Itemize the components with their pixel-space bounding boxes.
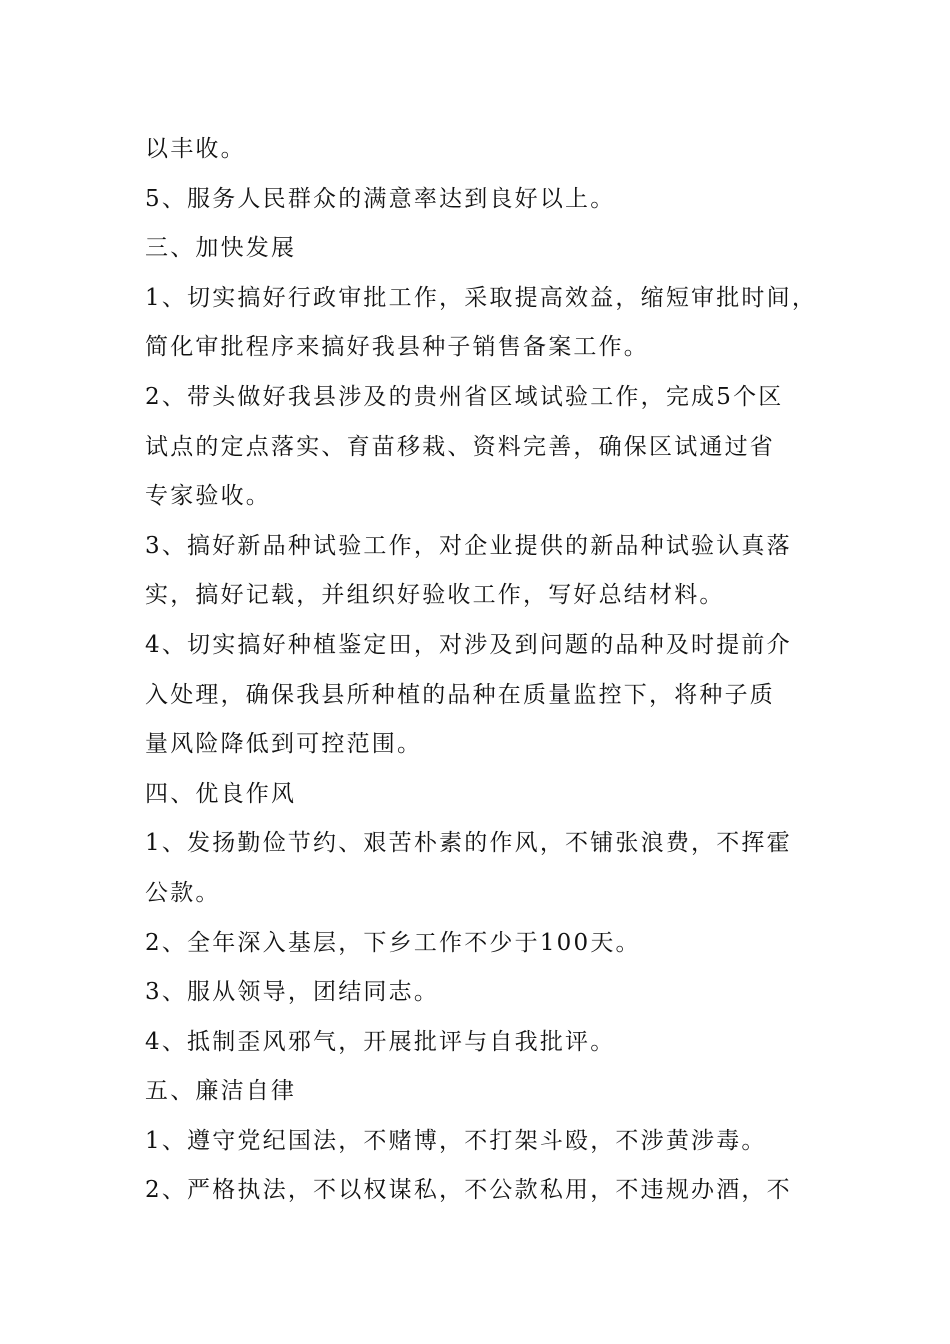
text-line: 4、切实搞好种植鉴定田，对涉及到问题的品种及时提前介 [145, 631, 792, 658]
text-line: 3、服从领导，团结同志。 [145, 979, 440, 1006]
text-line: 1、切实搞好行政审批工作，采取提高效益，缩短审批时间， [145, 284, 818, 311]
text-line: 1、发扬勤俭节约、艰苦朴素的作风，不铺张浪费，不挥霍 [145, 830, 792, 857]
text-line: 2、严格执法，不以权谋私，不公款私用，不违规办酒，不 [145, 1177, 792, 1204]
section-heading: 五、廉洁自律 [145, 1078, 297, 1105]
section-heading: 三、加快发展 [145, 235, 297, 262]
text-line: 专家验收。 [145, 483, 271, 510]
text-line: 以丰收。 [145, 136, 246, 162]
document-body [145, 125, 825, 1216]
text-line: 公款。 [145, 879, 221, 906]
text-line: 1、遵守党纪国法，不赌博，不打架斗殴，不涉黄涉毒。 [145, 1127, 767, 1154]
section-heading: 四、优良作风 [145, 780, 297, 807]
text-line: 量风险降低到可控范围。 [145, 731, 423, 758]
text-line: 试点的定点落实、育苗移栽、资料完善，确保区试通过省 [145, 433, 775, 460]
text-line: 2、全年深入基层，下乡工作不少于100天。 [145, 929, 641, 956]
text-line: 入处理，确保我县所种植的品种在质量监控下，将种子质 [145, 681, 775, 708]
text-line: 实，搞好记载，并组织好验收工作，写好总结材料。 [145, 582, 725, 609]
text-line: 2、带头做好我县涉及的贵州省区域试验工作，完成5个区 [145, 383, 784, 410]
text-line: 5、服务人民群众的满意率达到良好以上。 [145, 185, 616, 212]
text-line: 3、搞好新品种试验工作，对企业提供的新品种试验认真落 [145, 532, 792, 559]
text-line: 简化审批程序来搞好我县种子销售备案工作。 [145, 334, 649, 361]
text-line: 4、抵制歪风邪气，开展批评与自我批评。 [145, 1028, 616, 1055]
